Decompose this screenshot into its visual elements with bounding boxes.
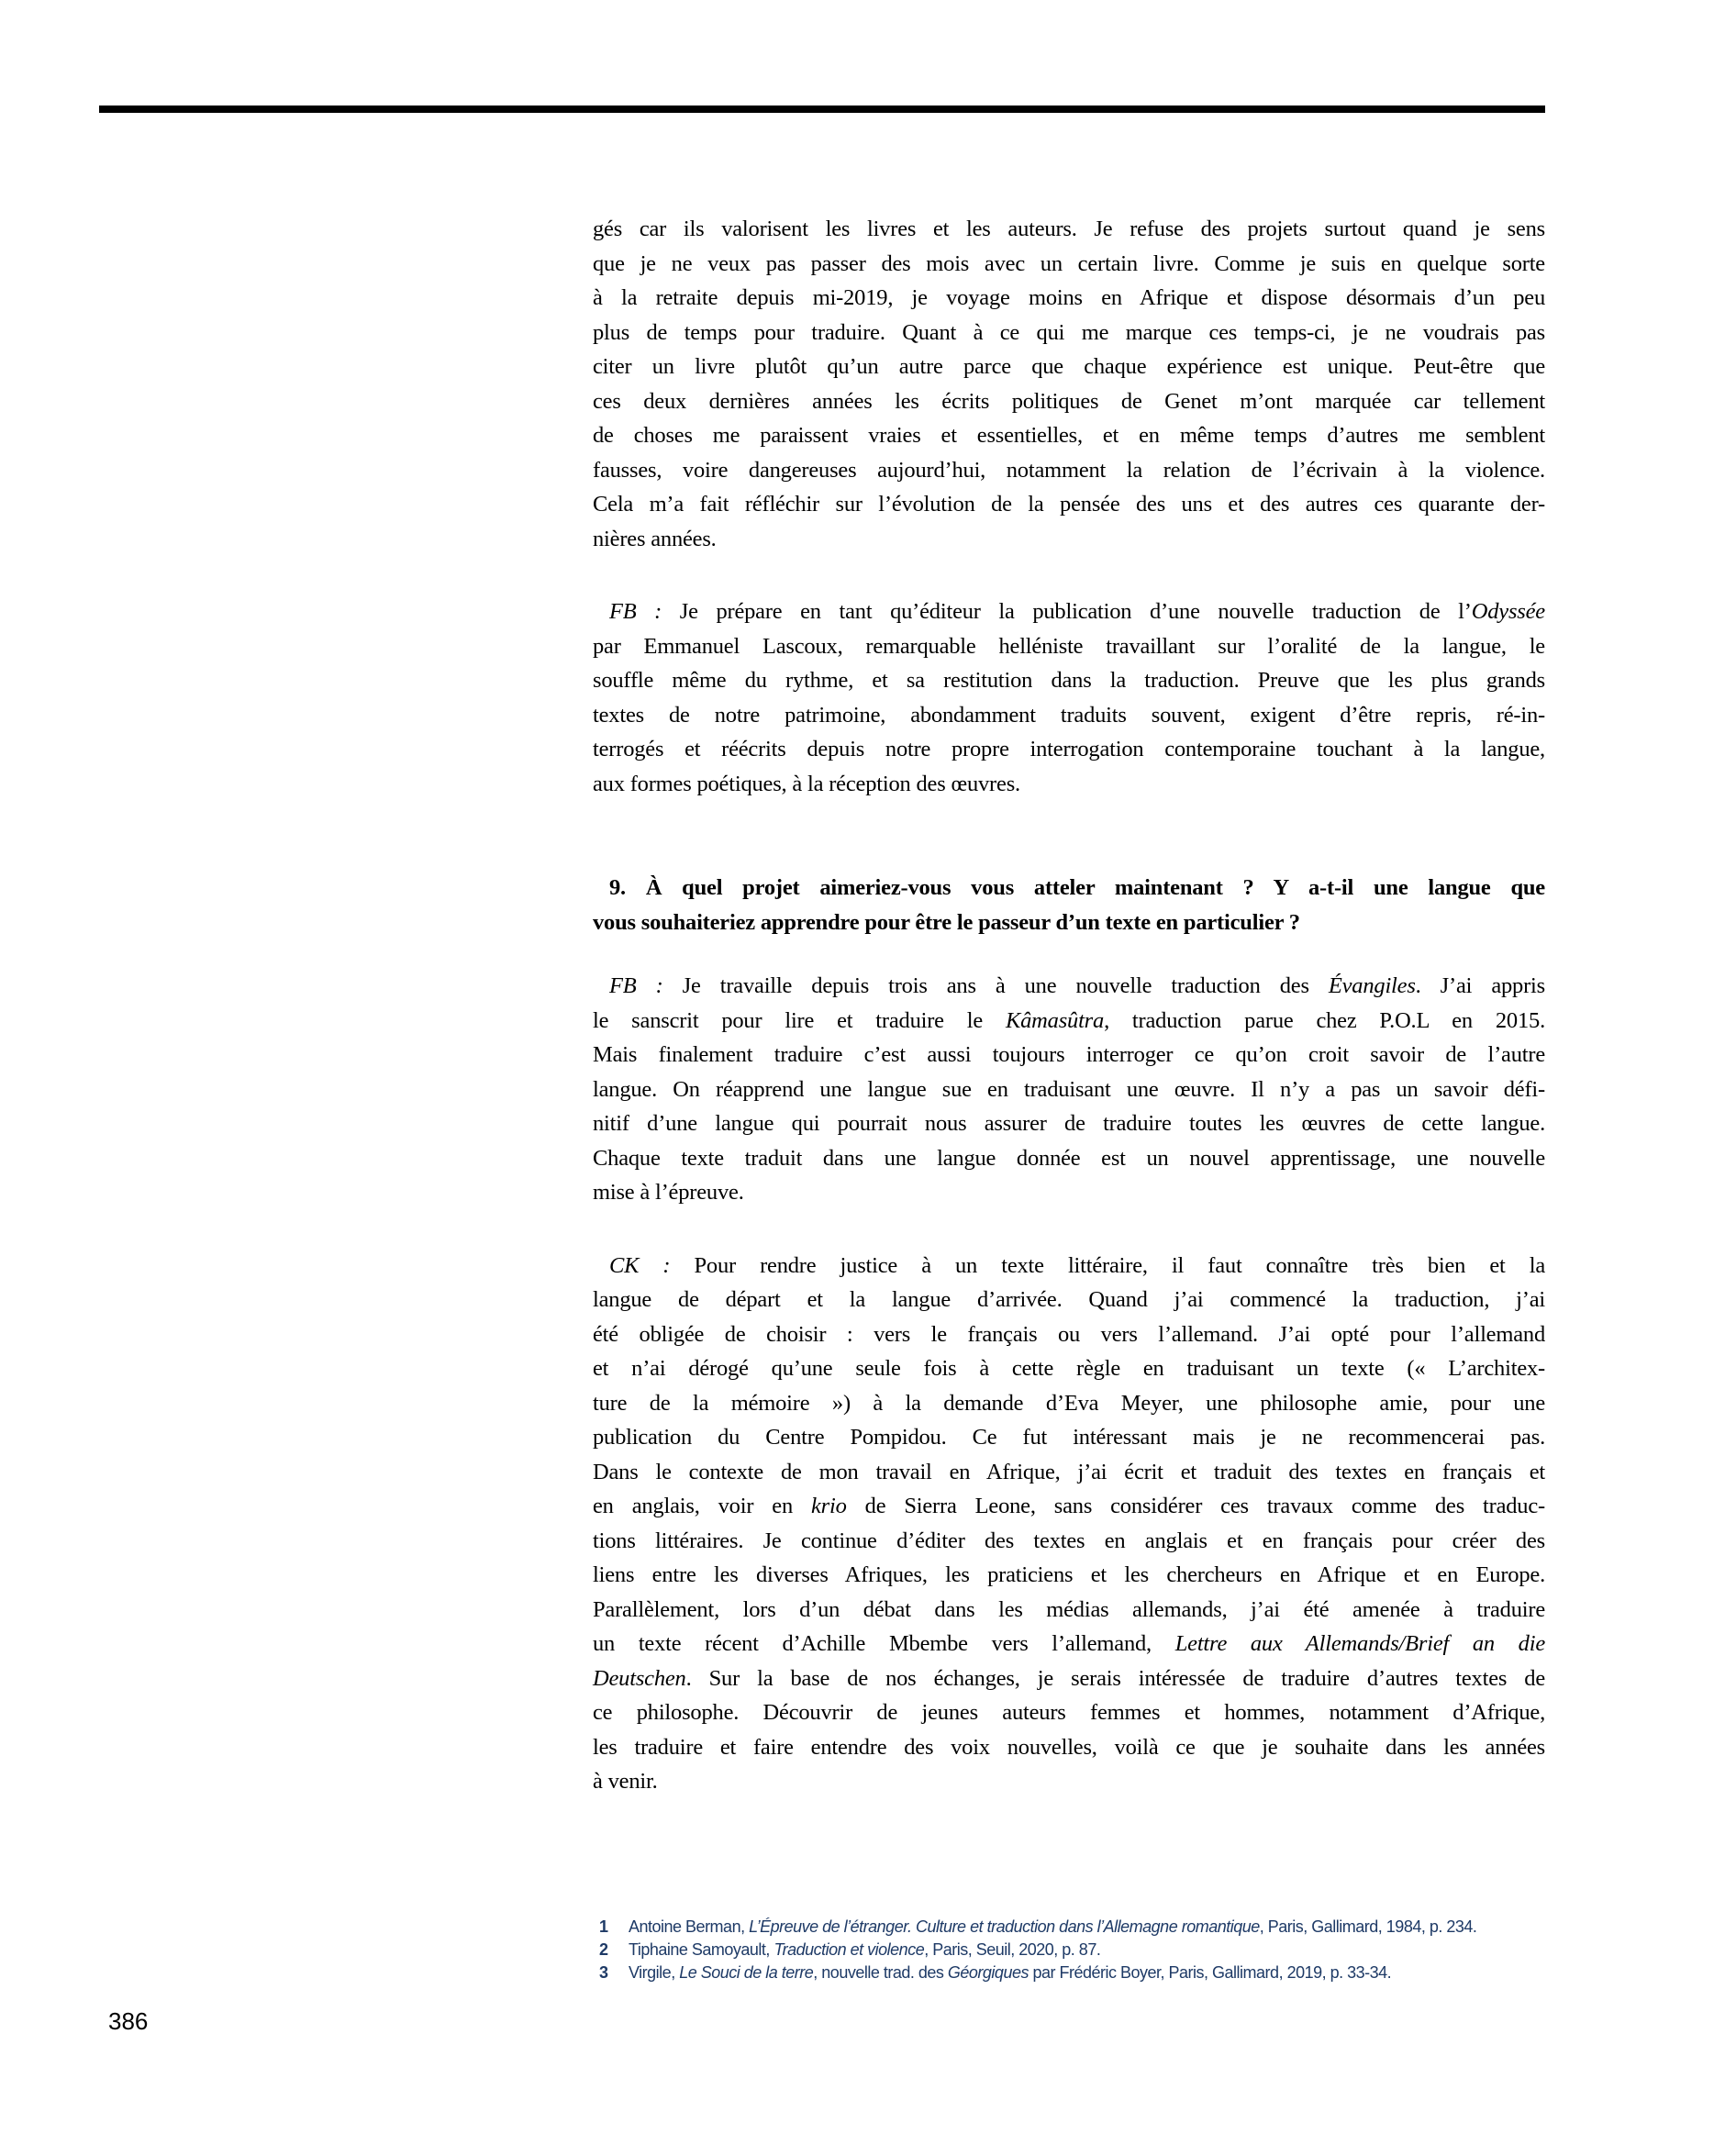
text-line: langue de départ et la langue d’arrivée. Quand j’ai commencé la traduction, j’ai (593, 1287, 1545, 1312)
text-line: aux formes poétiques, à la réception des œuvres. (593, 771, 1020, 796)
footnote-text: Virgile, Le Souci de la terre, nouvelle trad. des Géorgiques par Frédéric Boyer, Paris, Gallimard, 2019, p. 33-34. (629, 1963, 1392, 1982)
text-line: liens entre les diverses Afriques, les praticiens et les chercheurs en Afrique et en Europe. (593, 1562, 1545, 1587)
text-line: ce philosophe. Découvrir de jeunes auteurs femmes et hommes, notamment d’Afrique, (593, 1700, 1545, 1725)
text-line: souffle même du rythme, et sa restitution dans la traduction. Preuve que les plus grands (593, 668, 1545, 693)
text-line: Deutschen. Sur la base de nos échanges, je serais intéressée de traduire d’autres textes de (593, 1665, 1545, 1691)
text-line: Parallèlement, lors d’un débat dans les médias allemands, j’ai été amenée à traduire (593, 1596, 1545, 1622)
text-line: FB : Je travaille depuis trois ans à une nouvelle traduction des Évangiles. J’ai appris (609, 973, 1545, 998)
top-rule (99, 106, 1545, 113)
text-line: été obligée de choisir : vers le français ou vers l’allemand. J’ai opté pour l’allemand (593, 1321, 1545, 1347)
text-line: CK : Pour rendre justice à un texte littéraire, il faut connaître très bien et la (609, 1252, 1545, 1278)
footnotes (599, 1916, 1549, 1984)
footnote-number: 2 (599, 1940, 608, 1959)
text-line: FB : Je prépare en tant qu’éditeur la publication d’une nouvelle traduction de l’Odyssée (609, 599, 1545, 624)
paragraph (593, 595, 1545, 801)
text-line: vous souhaiteriez apprendre pour être le passeur d’un texte en particulier ? (593, 909, 1300, 935)
text-line: nitif d’une langue qui pourrait nous assurer de traduire toutes les œuvres de cette langue. (593, 1111, 1545, 1136)
text-line: nières années. (593, 526, 717, 551)
text-line: un texte récent d’Achille Mbembe vers l’allemand, Lettre aux Allemands/Brief an die (593, 1631, 1546, 1656)
text-line: ces deux dernières années les écrits politiques de Genet m’ont marquée car tellement (593, 388, 1545, 414)
text-line: 9. À quel projet aimeriez-vous vous atteler maintenant ? Y a-t-il une langue que (609, 875, 1545, 900)
text-line: publication du Centre Pompidou. Ce fut intéressant mais je ne recommencerai pas. (593, 1425, 1545, 1450)
text-line: à venir. (593, 1769, 658, 1794)
text-line: Mais finalement traduire c’est aussi toujours interroger ce qu’on croit savoir de l’autre (593, 1042, 1545, 1067)
text-line: les traduire et faire entendre des voix nouvelles, voilà ce que je souhaite dans les années (593, 1734, 1545, 1760)
footnote-text: Tiphaine Samoyault, Traduction et violence, Paris, Seuil, 2020, p. 87. (629, 1940, 1101, 1959)
paragraph (593, 212, 1545, 556)
text-line: que je ne veux pas passer des mois avec un certain livre. Comme je suis en quelque sorte (593, 250, 1545, 276)
footnote (599, 1962, 1549, 1984)
text-line: par Emmanuel Lascoux, remarquable helléniste travaillant sur l’oralité de la langue, le (593, 633, 1545, 659)
text-line: tions littéraires. Je continue d’éditer des textes en anglais et en français pour créer des (593, 1528, 1545, 1553)
footnote (599, 1939, 1549, 1962)
text-line: ture de la mémoire ») à la demande d’Eva Meyer, une philosophe amie, pour une (593, 1390, 1545, 1416)
footnote-number: 1 (599, 1917, 608, 1936)
text-line: mise à l’épreuve. (593, 1180, 744, 1205)
text-line: le sanscrit pour lire et traduire le Kâmasûtra, traduction parue chez P.O.L en 2015. (593, 1007, 1545, 1033)
text-line: Chaque texte traduit dans une langue donnée est un nouvel apprentissage, une nouvelle (593, 1145, 1545, 1171)
question-heading (593, 871, 1545, 939)
text-line: terrogés et réécrits depuis notre propre interrogation contemporaine touchant à la langue, (593, 737, 1545, 761)
text-line: citer un livre plutôt qu’un autre parce que chaque expérience est unique. Peut-être que (593, 354, 1545, 379)
footnote (599, 1916, 1549, 1939)
footnote-text: Antoine Berman, L’Épreuve de l’étranger. Culture et traduction dans l’Allemagne romantique, Paris, Gallimard, 1984, p. 234. (629, 1917, 1477, 1936)
text-line: à la retraite depuis mi-2019, je voyage moins en Afrique et dispose désormais d’un peu (593, 285, 1545, 310)
paragraph (593, 1249, 1545, 1799)
text-line: en anglais, voir en krio de Sierra Leone, sans considérer ces travaux comme des traduc- (593, 1494, 1545, 1518)
text-line: langue. On réapprend une langue sue en traduisant une œuvre. Il n’y a pas un savoir défi- (593, 1076, 1545, 1102)
text-line: Cela m’a fait réfléchir sur l’évolution de la pensée des uns et des autres ces quarante der- (593, 492, 1545, 517)
text-line: plus de temps pour traduire. Quant à ce qui me marque ces temps-ci, je ne voudrais pas (593, 319, 1545, 345)
text-line: gés car ils valorisent les livres et les auteurs. Je refuse des projets surtout quand je sens (593, 217, 1545, 241)
page-number: 386 (108, 2007, 149, 2035)
text-column (593, 212, 1545, 1799)
text-line: fausses, voire dangereuses aujourd’hui, notamment la relation de l’écrivain à la violence. (593, 457, 1545, 483)
text-line: de choses me paraissent vraies et essentielles, et en même temps d’autres me semblent (593, 423, 1545, 448)
text-line: Dans le contexte de mon travail en Afrique, j’ai écrit et traduit des textes en français et (593, 1459, 1545, 1484)
text-line: et n’ai dérogé qu’une seule fois à cette règle en traduisant un texte (« L’architex- (593, 1356, 1545, 1381)
paragraph (593, 969, 1545, 1210)
footnote-number: 3 (599, 1963, 608, 1982)
text-line: textes de notre patrimoine, abondamment traduits souvent, exigent d’être repris, ré-in- (593, 702, 1545, 728)
